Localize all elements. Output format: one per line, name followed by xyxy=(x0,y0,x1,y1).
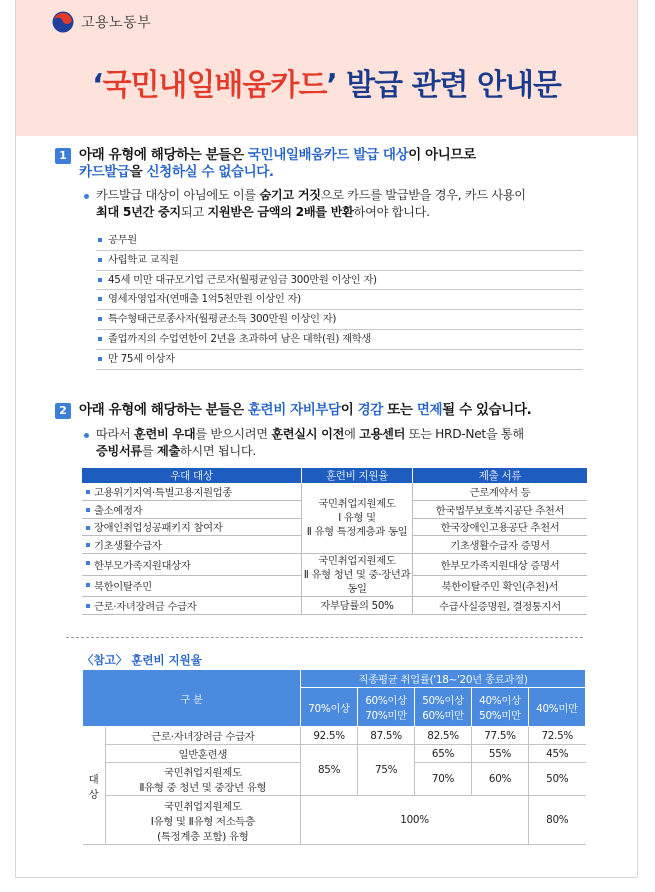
column-header: 40%미만 xyxy=(528,688,585,727)
rate-cell: 자부담률의 50% xyxy=(302,597,413,615)
target-cell: 한부모가족지원대상자 xyxy=(82,554,302,576)
value-cell: 65% xyxy=(415,745,472,763)
value-cell: 80% xyxy=(528,796,585,845)
list-item: 사립학교 교직원 xyxy=(96,251,583,271)
value-cell: 100% xyxy=(301,796,529,845)
column-header: 40%이상 50%미만 xyxy=(472,688,529,727)
list-item: 만 75세 이상자 xyxy=(96,350,583,370)
page-title: ‘국민내일배움카드’ 발급 관련 안내문 xyxy=(92,68,561,103)
row-label: 근로·자녀장려금 수급자 xyxy=(105,727,301,745)
column-header: 우대 대상 xyxy=(82,468,302,483)
target-cell: 장애인취업성공패키지 참여자 xyxy=(82,518,302,536)
target-cell: 근로·자녀장려금 수급자 xyxy=(82,597,302,615)
table-row xyxy=(82,554,587,576)
target-cell: 기초생활수급자 xyxy=(82,536,302,554)
dashed-divider xyxy=(66,637,583,638)
value-cell: 92.5% xyxy=(301,727,358,745)
list-item: 졸업까지의 수업연한이 2년을 초과하여 남은 대학(원) 재학생 xyxy=(96,330,583,350)
target-cell: 북한이탈주민 xyxy=(82,575,302,597)
rate-cell: 국민취업지원제도 Ⅱ 유형 청년 및 중·장년과 동일 xyxy=(302,554,413,597)
value-cell: 70% xyxy=(415,763,472,796)
section-number-2: 2 xyxy=(55,403,71,419)
section2-title: 아래 유형에 해당하는 분들은 훈련비 자비부담이 경감 또는 면제될 수 있습니다. xyxy=(79,402,532,418)
section-number-1: 1 xyxy=(55,148,71,164)
ministry-logo-icon xyxy=(52,11,74,33)
section2-note: 따라서 훈련비 우대를 받으시려면 훈련실시 이전에 고용센터 또는 HRD-Net을 통해 증빙서류를 제출하시면 됩니다. xyxy=(96,427,524,458)
ministry-name: 고용노동부 xyxy=(81,15,152,31)
value-cell: 82.5% xyxy=(415,727,472,745)
group-header: 구 분 xyxy=(83,670,301,727)
document-cell: 기초생활수급자 증명서 xyxy=(413,536,588,554)
value-cell: 77.5% xyxy=(472,727,529,745)
list-item: 영세자영업자(연매출 1억5천만원 이상인 자) xyxy=(96,290,583,310)
value-cell: 50% xyxy=(528,763,585,796)
support-rate-table xyxy=(82,669,586,845)
value-cell: 45% xyxy=(528,745,585,763)
employment-rate-header: 직종평균 취업률('18~'20년 종료과정) xyxy=(301,670,586,688)
column-header: 70%이상 xyxy=(301,688,358,727)
document-cell: 북한이탈주민 확인(추천)서 xyxy=(413,575,588,597)
target-cell: 출소예정자 xyxy=(82,500,302,518)
list-item: 45세 미만 대규모기업 근로자(월평균임금 300만원 이상인 자) xyxy=(96,271,583,291)
row-label: 국민취업지원제도 Ⅰ유형 및 Ⅱ유형 저소득층 (특정계층 포함) 유형 xyxy=(105,796,301,845)
list-item: 공무원 xyxy=(96,231,583,251)
section1-note: 카드발급 대상이 아님에도 이를 숨기고 거짓으로 카드를 발급받을 경우, 카드 사용이 최대 5년간 중지되고 지원받은 금액의 2배를 반환하여야 합니다. xyxy=(96,188,526,219)
table-row xyxy=(83,796,586,845)
column-header: 60%이상 70%미만 xyxy=(358,688,415,727)
column-header: 훈련비 지원율 xyxy=(302,468,413,483)
table-row xyxy=(82,483,587,500)
value-cell: 55% xyxy=(472,745,529,763)
target-cell: 고용위기지역·특별고용지원업종 xyxy=(82,483,302,500)
document-cell: 근로계약서 등 xyxy=(413,483,588,500)
value-cell: 72.5% xyxy=(528,727,585,745)
bullet-dot xyxy=(84,433,89,438)
document-cell: 한국장애인고용공단 추천서 xyxy=(413,518,588,536)
side-label: 대 상 xyxy=(83,727,106,845)
table-row xyxy=(83,745,586,763)
value-cell: 60% xyxy=(472,763,529,796)
table-row xyxy=(82,597,587,615)
list-item: 특수형태근로종사자(월평균소득 300만원 이상인 자) xyxy=(96,310,583,330)
value-cell: 87.5% xyxy=(358,727,415,745)
section1-title: 아래 유형에 해당하는 분들은 국민내일배움카드 발급 대상이 아니므로 카드발급을 신청하실 수 없습니다. xyxy=(79,147,476,180)
document-cell: 수급사실증명원, 결정통지서 xyxy=(413,597,588,615)
document-cell: 한국법무보호복지공단 추천서 xyxy=(413,500,588,518)
value-cell: 75% xyxy=(358,745,415,796)
column-header: 50%이상 60%미만 xyxy=(415,688,472,727)
row-label: 국민취업지원제도 Ⅱ유형 중 청년 및 중장년 유형 xyxy=(105,763,301,796)
preference-table xyxy=(82,468,587,615)
table-header-row xyxy=(83,670,586,688)
column-header: 제출 서류 xyxy=(413,468,588,483)
row-label: 일반훈련생 xyxy=(105,745,301,763)
rate-cell: 국민취업지원제도 Ⅰ 유형 및 Ⅱ 유형 특정계층과 동일 xyxy=(302,483,413,554)
bullet-dot xyxy=(84,194,89,199)
table-row xyxy=(83,727,586,745)
value-cell: 85% xyxy=(301,745,358,796)
document-cell: 한부모가족지원대상 증명서 xyxy=(413,554,588,576)
table-header-row xyxy=(82,468,587,483)
reference-title: 〈참고〉 훈련비 지원율 xyxy=(82,653,202,667)
ineligible-list xyxy=(96,231,583,370)
